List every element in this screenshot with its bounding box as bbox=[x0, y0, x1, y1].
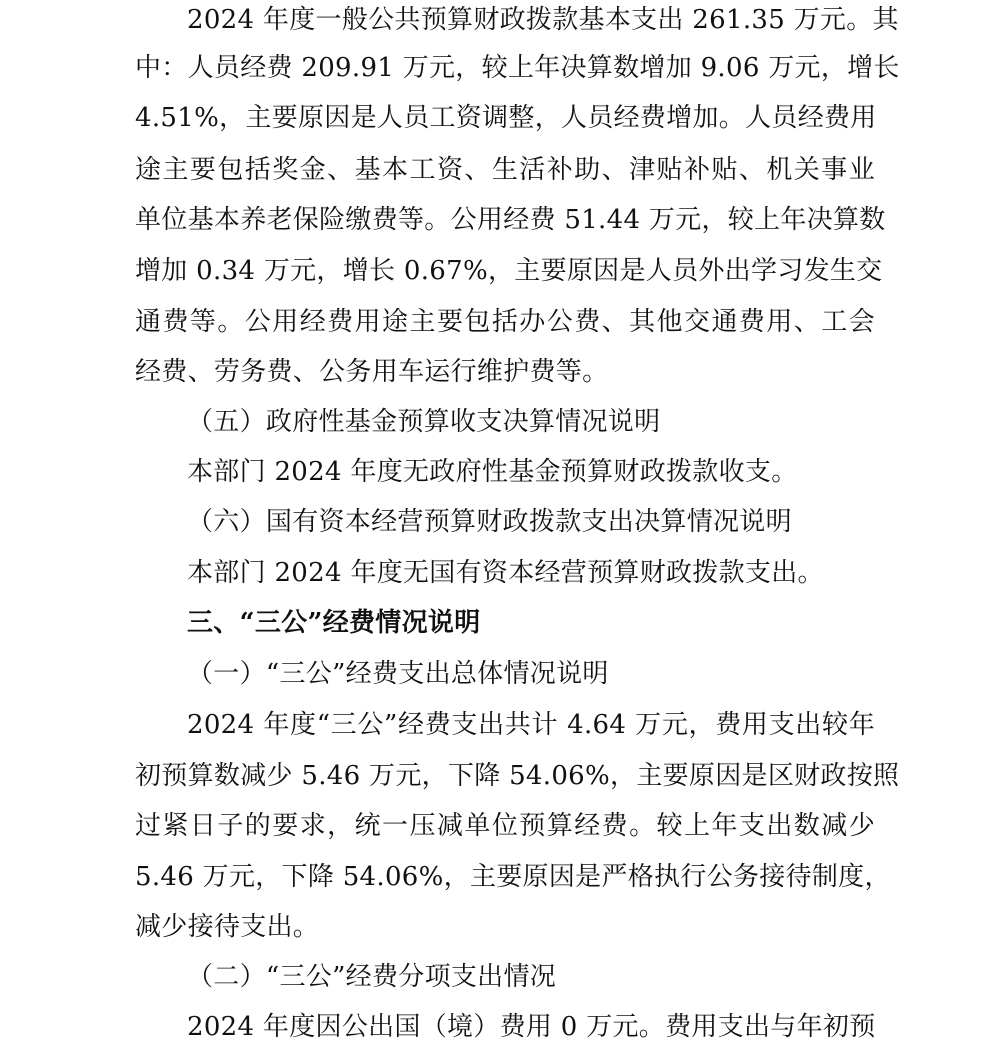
paragraph-line: 过紧日子的要求，统一压减单位预算经费。较上年支出数减少 bbox=[135, 811, 875, 841]
paragraph-line: 经费、劳务费、公务用车运行维护费等。 bbox=[135, 357, 609, 387]
paragraph-line: 本部门 2024 年度无政府性基金预算财政拨款收支。 bbox=[187, 457, 798, 487]
paragraph-line: 2024 年度一般公共预算财政拨款基本支出 261.35 万元。其 bbox=[187, 5, 899, 35]
paragraph-line: 单位基本养老保险缴费等。公用经费 51.44 万元，较上年决算数 bbox=[135, 205, 886, 235]
paragraph-line: 途主要包括奖金、基本工资、生活补助、津贴补贴、机关事业 bbox=[135, 155, 875, 185]
section-heading: （五）政府性基金预算收支决算情况说明 bbox=[187, 407, 661, 437]
paragraph-line: 初预算数减少 5.46 万元，下降 54.06%，主要原因是区财政按照 bbox=[135, 761, 900, 791]
paragraph-line: 4.51%，主要原因是人员工资调整，人员经费增加。人员经费用 bbox=[135, 103, 877, 133]
chapter-heading: 三、“三公”经费情况说明 bbox=[187, 608, 481, 638]
paragraph-line: 通费等。公用经费用途主要包括办公费、其他交通费用、工会 bbox=[135, 307, 875, 337]
paragraph-line: 2024 年度“三公”经费支出共计 4.64 万元，费用支出较年 bbox=[187, 710, 875, 740]
paragraph-line: 2024 年度因公出国（境）费用 0 万元。费用支出与年初预 bbox=[187, 1012, 876, 1042]
paragraph-line: 增加 0.34 万元，增长 0.67%，主要原因是人员外出学习发生交 bbox=[135, 256, 883, 286]
paragraph-line: 减少接待支出。 bbox=[135, 912, 320, 942]
paragraph-line: 5.46 万元，下降 54.06%，主要原因是严格执行公务接待制度， bbox=[135, 862, 891, 892]
section-heading: （二）“三公”经费分项支出情况 bbox=[187, 962, 557, 992]
section-heading: （六）国有资本经营预算财政拨款支出决算情况说明 bbox=[187, 507, 792, 537]
section-heading: （一）“三公”经费支出总体情况说明 bbox=[187, 659, 609, 689]
paragraph-line: 中：人员经费 209.91 万元，较上年决算数增加 9.06 万元，增长 bbox=[135, 53, 900, 83]
paragraph-line: 本部门 2024 年度无国有资本经营预算财政拨款支出。 bbox=[187, 558, 824, 588]
